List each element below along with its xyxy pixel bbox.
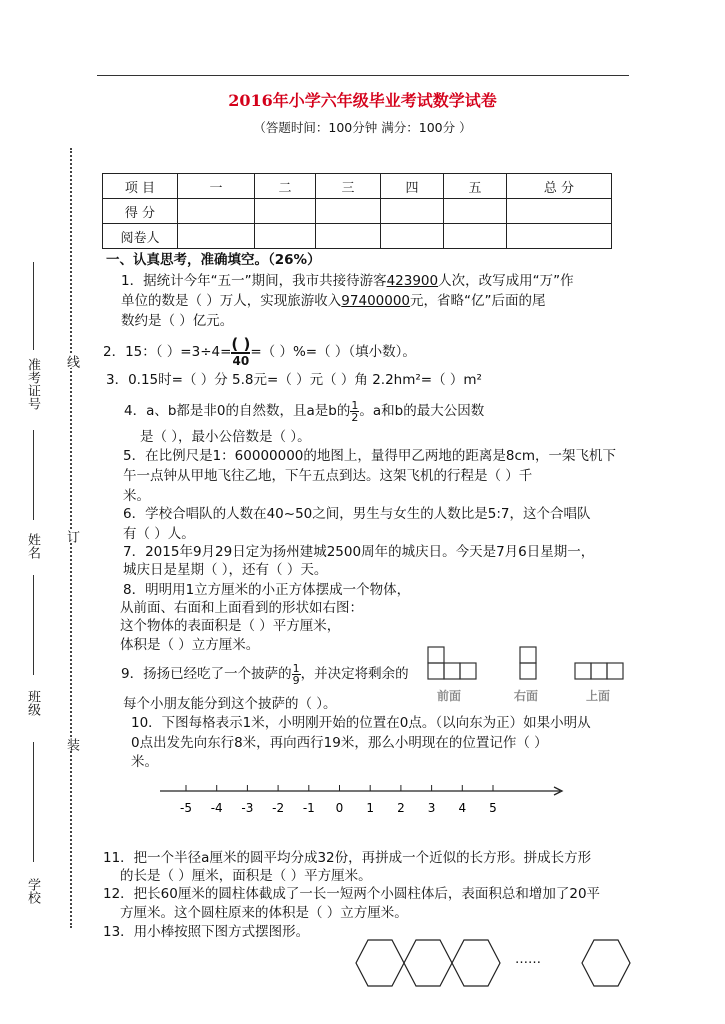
number-line-tick-label: -5 <box>180 801 192 815</box>
exam-id-blank-2 <box>33 430 34 520</box>
number-line-tick-label: 5 <box>489 801 497 815</box>
q4-line1 <box>124 398 484 424</box>
q9-text: 9．扬扬已经吃了一个披萨的 <box>121 666 292 682</box>
q1-text: 元，省略“亿”后面的尾 <box>410 293 546 309</box>
score-cell[interactable] <box>255 199 316 224</box>
q5-line2: 午一点钟从甲地飞往乙地，下午五点到达。这架飞机的行程是（ ）千 <box>123 468 533 484</box>
q6-line1: 6．学校合唱队的人数在40~50之间，男生与女生的人数比是5:7，这个合唱队 <box>123 506 591 522</box>
number-line <box>155 780 575 820</box>
number-line-tick-label: 1 <box>366 801 375 815</box>
q1-text: 1．据统计今年“五一”期间，我市共接待游客 <box>121 273 387 289</box>
exam-title: 2016年小学六年级毕业考试数学试卷 <box>228 91 497 110</box>
score-table <box>102 173 612 249</box>
q2-text: =（ ）%=（ ）（填小数）。 <box>250 344 416 360</box>
q8-line2: 从前面、右面和上面看到的形状如右图： <box>120 600 363 616</box>
exam-id-blank <box>33 262 34 350</box>
number-line-tick-label: 2 <box>397 801 405 815</box>
number-line-tick-label: 3 <box>427 801 436 815</box>
header-section-5: 五 <box>444 174 507 199</box>
q11-line1: 11．把一个半径a厘米的圆平均分成32份，再拼成一个近似的长方形。拼成长方形 <box>103 850 592 866</box>
q11-line2: 的长是（ ）厘米，面积是（ ）平方厘米。 <box>120 868 372 884</box>
score-row <box>103 199 612 224</box>
score-row-label: 得 分 <box>103 199 178 224</box>
grader-cell[interactable] <box>507 224 612 249</box>
three-views-figure <box>425 644 630 684</box>
hexagon-3 <box>452 940 500 986</box>
score-table-header-row <box>103 174 612 199</box>
hexagon-n <box>582 940 630 986</box>
grader-cell[interactable] <box>316 224 381 249</box>
q4-line2: 是（ ），最小公倍数是（ ）。 <box>140 429 311 445</box>
q1-line2 <box>121 291 546 311</box>
grader-cell[interactable] <box>444 224 507 249</box>
school-label: 学校 <box>25 878 40 904</box>
front-view-shape <box>428 647 476 679</box>
q2-frac-den: 40 <box>232 354 250 368</box>
pattern-ellipsis: …… <box>515 952 541 967</box>
q10-line2: 0点出发先向东行8米，再向西行19米，那么小明现在的位置记作（ ） <box>131 735 548 751</box>
number-line-tick-label: -4 <box>210 801 223 815</box>
q8-line3: 这个物体的表面积是（ ）平方厘米， <box>120 618 341 634</box>
hexagon-1 <box>356 940 404 986</box>
score-cell[interactable] <box>507 199 612 224</box>
name-label: 姓名 <box>25 533 40 559</box>
q12-line1: 12．把长60厘米的圆柱体截成了一长一短两个小圆柱体后，表面积总和增加了20平 <box>103 886 601 902</box>
section-1-heading: 一、认真思考，准确填空。（26%） <box>106 252 321 268</box>
q5-line1: 5．在比例尺是1：60000000的地图上，量得甲乙两地的距离是8cm，一架飞机下 <box>123 448 617 464</box>
top-rule <box>97 75 629 76</box>
header-section-1: 一 <box>178 174 255 199</box>
score-cell[interactable] <box>178 199 255 224</box>
q1-income-number: 97400000 <box>341 293 411 309</box>
q1-line1 <box>121 271 574 291</box>
hexagon-2 <box>404 940 452 986</box>
q4-frac-num: 1 <box>351 398 359 412</box>
score-cell[interactable] <box>381 199 444 224</box>
q4-text: 4．a、b都是非0的自然数，且a是b的 <box>124 403 351 419</box>
cut-mark-staple: 订 <box>64 530 79 543</box>
exam-id-label: 准考证号 <box>25 358 40 410</box>
grader-cell[interactable] <box>255 224 316 249</box>
q1-text: 单位的数是（ ）万人，实现旅游收入 <box>121 293 342 309</box>
right-view-label: 右面 <box>514 689 539 703</box>
right-view-shape <box>520 647 536 679</box>
q13-line: 13．用小棒按照下图方式摆图形。 <box>103 924 310 940</box>
q9-fraction <box>292 663 301 686</box>
q1-text: 人次，改写成用“万”作 <box>438 273 574 289</box>
grader-row <box>103 224 612 249</box>
class-blank <box>33 742 34 862</box>
class-label: 班级 <box>25 690 40 716</box>
number-line-tick-label: -3 <box>241 801 254 815</box>
q2-fraction <box>231 336 250 368</box>
number-line-tick-label: 4 <box>458 801 467 815</box>
q5-line3: 米。 <box>123 488 150 504</box>
cut-mark-line: 线 <box>64 355 79 368</box>
number-line-ticks <box>180 785 497 815</box>
hexagon-pattern-figure <box>352 938 632 990</box>
top-view-label: 上面 <box>586 689 611 703</box>
q4-text: 。a和b的最大公因数 <box>359 403 485 419</box>
q9-line1 <box>121 660 409 688</box>
q2-line <box>103 336 416 368</box>
q6-line2: 有（ ）人。 <box>123 526 195 542</box>
q12-line2: 方厘米。这个圆柱原来的体积是（ ）立方厘米。 <box>120 905 408 921</box>
header-total: 总 分 <box>507 174 612 199</box>
exam-subtitle: （答题时间：100分钟 满分：100分 ） <box>253 120 472 135</box>
q1-visitors-number: 423900 <box>386 273 439 289</box>
grader-row-label: 阅卷人 <box>103 224 178 249</box>
cut-mark-bind: 装 <box>64 738 79 751</box>
grader-cell[interactable] <box>178 224 255 249</box>
number-line-tick-label: -1 <box>302 801 315 815</box>
q4-frac-den: 2 <box>351 410 359 424</box>
q1-line3: 数约是（ ）亿元。 <box>121 313 234 329</box>
front-view-label: 前面 <box>437 689 462 703</box>
q9-frac-num: 1 <box>292 661 300 675</box>
top-view-shape <box>575 663 623 679</box>
number-line-tick-label: 0 <box>335 801 344 815</box>
q2-frac-num: ( ) <box>231 335 251 353</box>
q9-line2: 每个小朋友能分到这个披萨的（ ）。 <box>123 696 337 712</box>
header-section-4: 四 <box>381 174 444 199</box>
header-item: 项 目 <box>103 174 178 199</box>
q9-frac-den: 9 <box>292 673 300 687</box>
q2-text: 2．15：（ ）=3÷4= <box>103 344 232 360</box>
q8-line1: 8．明明用1立方厘米的小正方体摆成一个物体， <box>123 582 411 598</box>
q10-line1: 10．下图每格表示1米，小明刚开始的位置在0点。（以向东为正）如果小明从 <box>131 715 591 731</box>
number-line-tick-label: -2 <box>272 801 285 815</box>
name-blank <box>33 575 34 675</box>
score-cell[interactable] <box>444 199 507 224</box>
q7-line1: 7．2015年9月29日定为扬州建城2500周年的城庆日。今天是7月6日星期一， <box>123 544 595 560</box>
score-cell[interactable] <box>316 199 381 224</box>
q8-line4: 体积是（ ）立方厘米。 <box>120 637 260 653</box>
q7-line2: 城庆日是星期（ ），还有（ ）天。 <box>123 562 328 578</box>
grader-cell[interactable] <box>381 224 444 249</box>
q10-line3: 米。 <box>131 754 158 770</box>
header-section-2: 二 <box>255 174 316 199</box>
q9-text: ，并决定将剩余的 <box>300 666 409 682</box>
header-section-3: 三 <box>316 174 381 199</box>
q3-line: 3．0.15时=（ ）分 5.8元=（ ）元（ ）角 2.2hm²=（ ）m² <box>106 372 482 388</box>
